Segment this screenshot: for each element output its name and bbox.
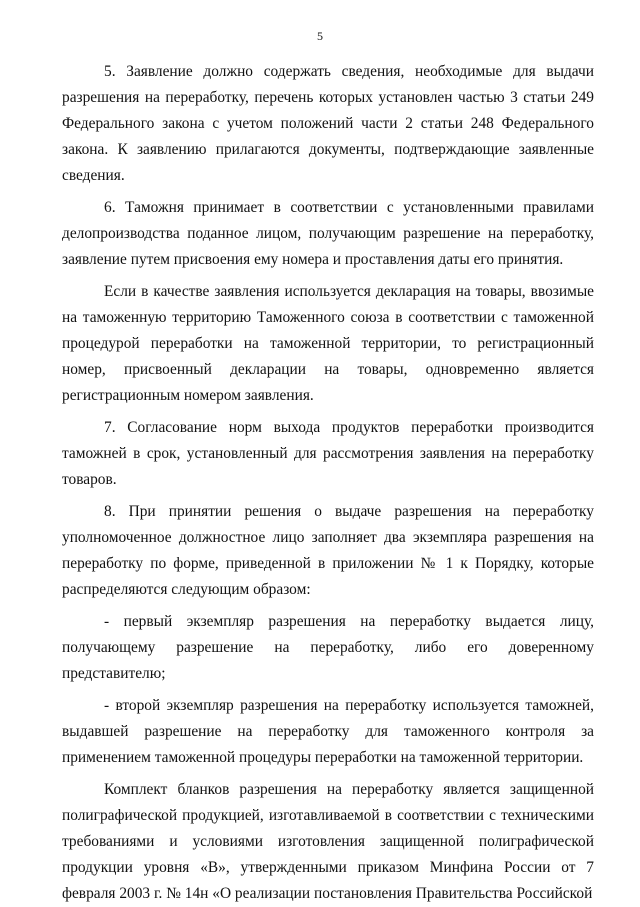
list-item-first-copy: - первый экземпляр разрешения на переработку выдается лицу, получающему разрешение на переработку, либо его доверенному представителю; xyxy=(62,613,594,682)
paragraph-5: 5. Заявление должно содержать сведения, необходимые для выдачи разрешения на переработку, перечень которых установлен частью 3 статьи 249 Федерального закона с учетом положений части 2 статьи 248 Федерального закона. К заявлению прилагаются документы, подтверждающие заявленные сведения. xyxy=(62,63,594,184)
list-item-second-copy: - второй экземпляр разрешения на переработку используется таможней, выдавшей разрешение на переработку для таможенного контроля за применением таможенной процедуры переработки на таможенной территории. xyxy=(62,697,594,766)
document-body xyxy=(62,59,594,907)
paragraph-blank-set: Комплект бланков разрешения на переработку является защищенной полиграфической продукцией, изготавливаемой в соответствии с техническими требованиями и условиями изготовления защищенной полиграфической продукции уровня «В», утвержденными приказом Минфина России от 7 февраля 2003 г. № 14н «О реализации постановления Правительства Российской xyxy=(62,781,594,902)
paragraph-8: 8. При принятии решения о выдаче разрешения на переработку уполномоченное должностное лицо заполняет два экземпляра разрешения на переработку по форме, приведенной в приложении № 1 к Порядку, которые распределяются следующим образом: xyxy=(62,503,594,598)
paragraph-6-continued: Если в качестве заявления используется декларация на товары, ввозимые на таможенную территорию Таможенного союза в соответствии с таможенной процедурой переработки на таможенной территории, то регистрационный номер, присвоенный декларации на товары, одновременно является регистрационным номером заявления. xyxy=(62,283,594,404)
page-number: 5 xyxy=(317,29,323,43)
paragraph-7: 7. Согласование норм выхода продуктов переработки производится таможней в срок, установленный для рассмотрения заявления на переработку товаров. xyxy=(62,419,594,488)
paragraph-6: 6. Таможня принимает в соответствии с установленными правилами делопроизводства поданное лицом, получающим разрешение на переработку, заявление путем присвоения ему номера и проставления даты его принятия. xyxy=(62,199,594,268)
